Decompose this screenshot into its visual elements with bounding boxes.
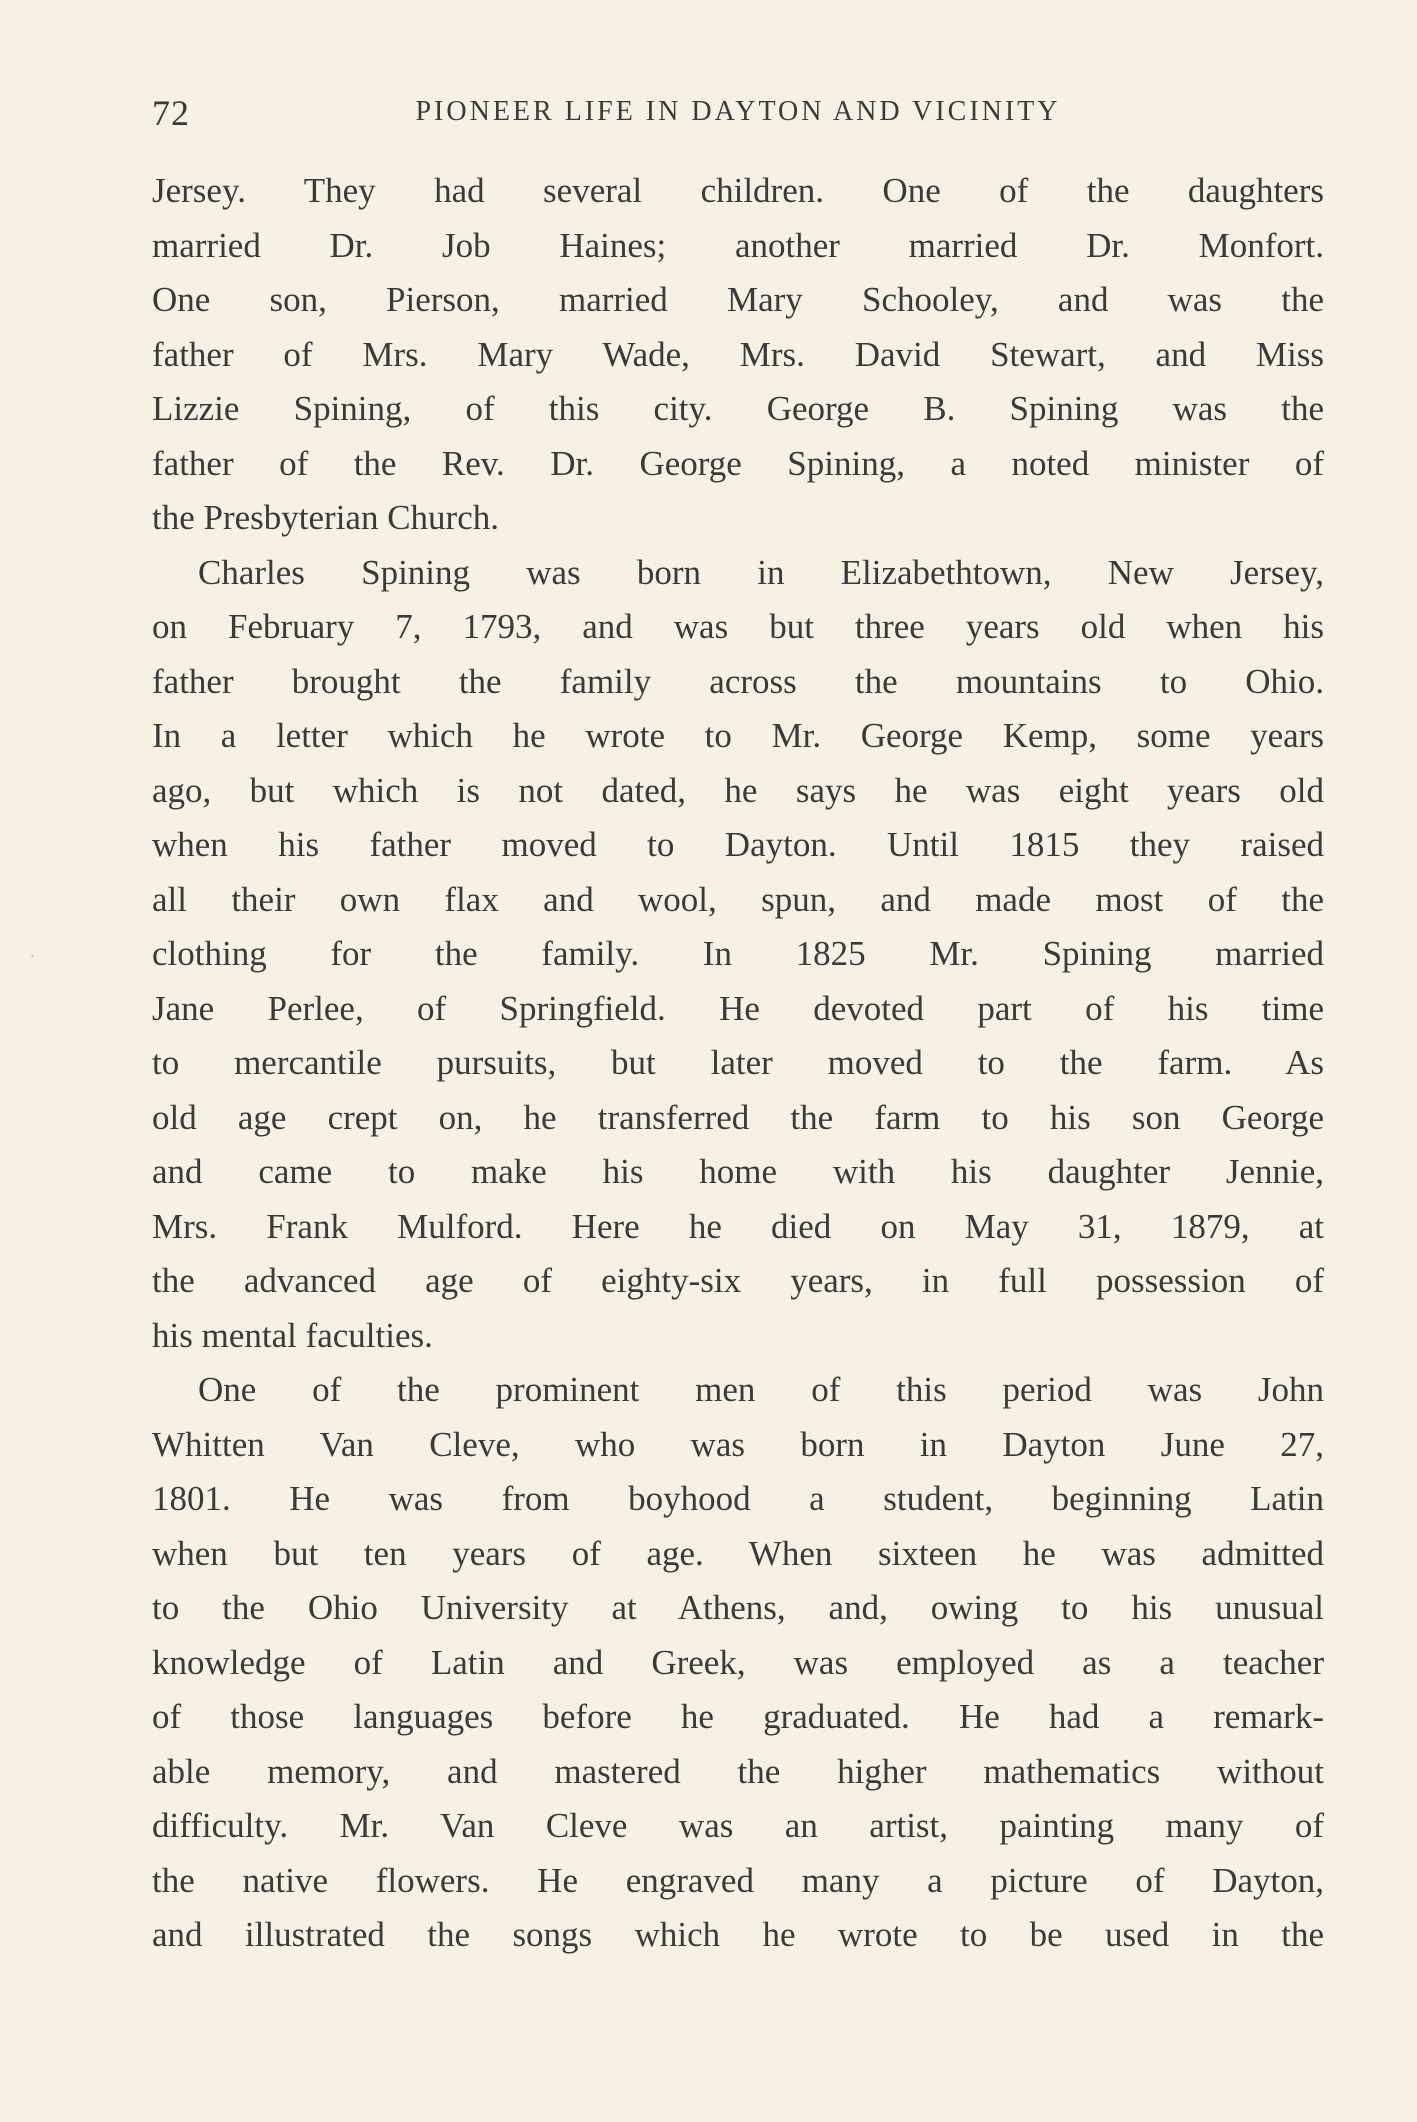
running-title: PIONEER LIFE IN DAYTON AND VICINITY: [415, 96, 1061, 127]
text-line: old age crept on, he transferred the farm to his son George: [152, 1097, 1324, 1137]
text-line: on February 7, 1793, and was but three years old when his: [152, 607, 1324, 646]
text-line: father of the Rev. Dr. George Spining, a noted minister of: [152, 443, 1324, 483]
text-line: father brought the family across the mountains to Ohio.: [152, 661, 1324, 701]
paragraph-start-line: One of the prominent men of this period was John: [198, 1370, 1324, 1409]
text-line: and came to make his home with his daughter Jennie,: [152, 1152, 1324, 1191]
text-line: to the Ohio University at Athens, and, owing to his unusual: [152, 1588, 1324, 1627]
body-text: [152, 164, 1324, 1963]
text-line: clothing for the family. In 1825 Mr. Spining married: [152, 934, 1324, 973]
text-line: difficulty. Mr. Van Cleve was an artist, painting many of: [152, 1806, 1324, 1845]
text-line: One son, Pierson, married Mary Schooley, and was the: [152, 280, 1324, 319]
text-line: In a letter which he wrote to Mr. George Kemp, some years: [152, 716, 1324, 755]
text-line: married Dr. Job Haines; another married Dr. Monfort.: [152, 225, 1324, 265]
running-head: [152, 92, 1324, 132]
text-line: able memory, and mastered the higher mathematics without: [152, 1751, 1324, 1791]
text-line: Lizzie Spining, of this city. George B. Spining was the: [152, 389, 1324, 428]
paragraph-start-line: Charles Spining was born in Elizabethtown, New Jersey,: [198, 552, 1324, 592]
paragraph-end-line: his mental faculties.: [152, 1315, 433, 1355]
text-line: ago, but which is not dated, he says he was eight years old: [152, 770, 1324, 810]
text-line: father of Mrs. Mary Wade, Mrs. David Stewart, and Miss: [152, 334, 1324, 374]
text-line: 1801. He was from boyhood a student, beginning Latin: [152, 1479, 1324, 1518]
text-line: Jersey. They had several children. One of the daughters: [152, 171, 1324, 210]
text-line: knowledge of Latin and Greek, was employed as a teacher: [152, 1642, 1324, 1682]
text-line: when but ten years of age. When sixteen he was admitted: [152, 1533, 1324, 1573]
text-line: Mrs. Frank Mulford. Here he died on May 31, 1879, at: [152, 1206, 1324, 1246]
page-number: 72: [152, 93, 190, 133]
text-line: the native flowers. He engraved many a picture of Dayton,: [152, 1860, 1324, 1900]
text-line: of those languages before he graduated. He had a remark-: [152, 1697, 1324, 1736]
text-line: the advanced age of eighty-six years, in full possession of: [152, 1261, 1324, 1300]
text-line: and illustrated the songs which he wrote to be used in the: [152, 1915, 1324, 1954]
text-line: all their own flax and wool, spun, and made most of the: [152, 879, 1324, 919]
text-line: Jane Perlee, of Springfield. He devoted part of his time: [152, 988, 1324, 1028]
text-line: Whitten Van Cleve, who was born in Dayton June 27,: [152, 1424, 1324, 1464]
text-line: when his father moved to Dayton. Until 1815 they raised: [152, 825, 1324, 864]
text-line: to mercantile pursuits, but later moved to the farm. As: [152, 1043, 1324, 1082]
margin-speck: ·: [30, 950, 35, 965]
paragraph-end-line: the Presbyterian Church.: [152, 498, 499, 537]
